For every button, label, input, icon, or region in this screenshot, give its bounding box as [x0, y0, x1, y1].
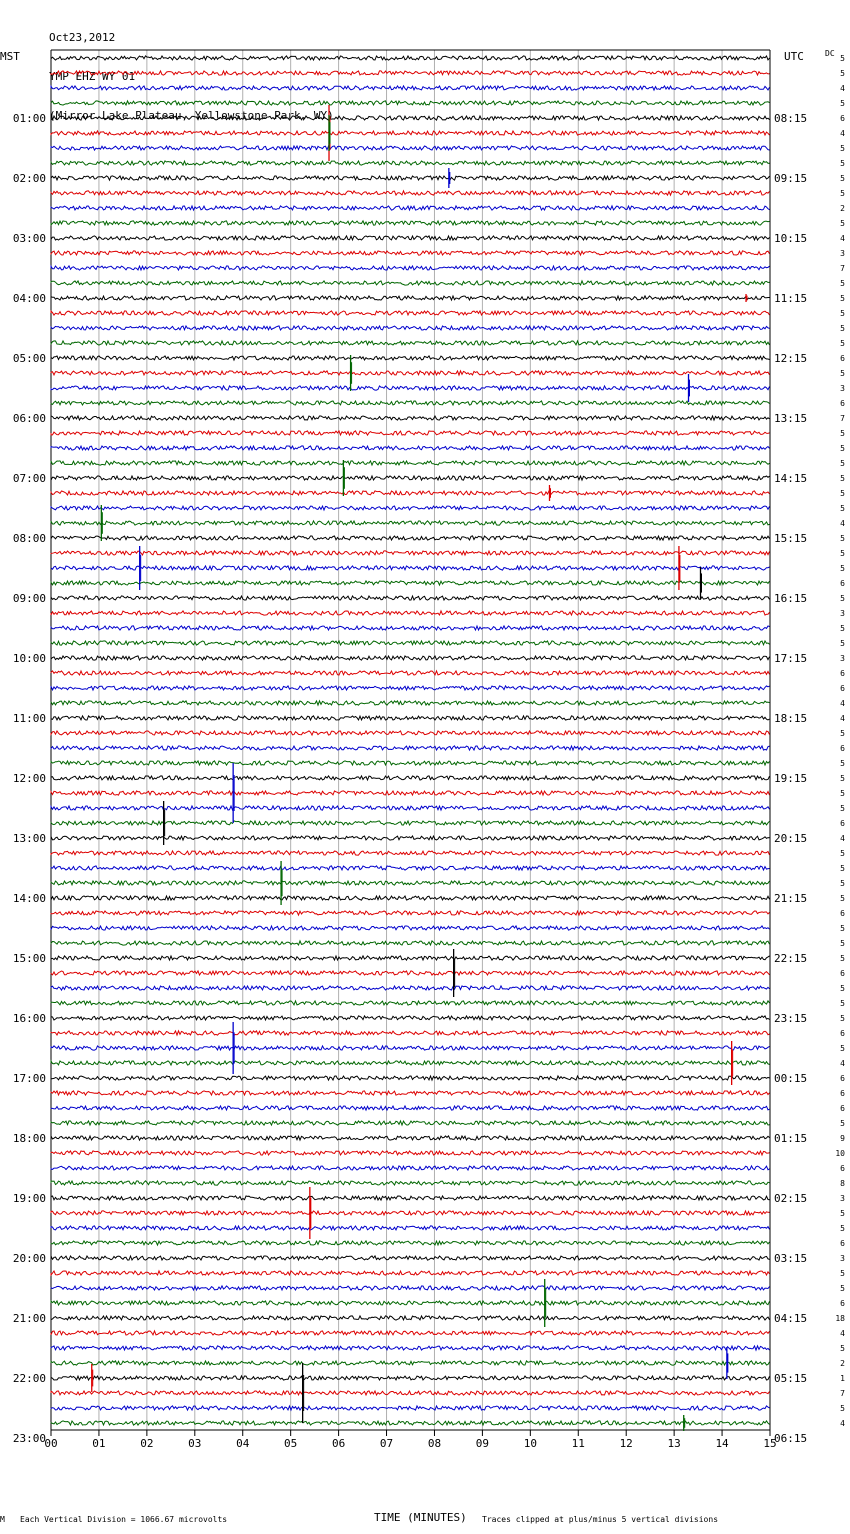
seismic-trace [51, 1151, 770, 1155]
utc-hour-label: 16:15 [774, 592, 808, 605]
seismic-trace [51, 566, 770, 570]
mst-hour-label: 01:00 [12, 112, 46, 125]
seismic-trace [51, 281, 770, 285]
seismic-trace [51, 1226, 770, 1230]
seismic-trace [51, 236, 770, 240]
dc-offset-label: 5 [840, 1044, 845, 1053]
utc-hour-label: 17:15 [774, 652, 808, 665]
seismic-trace [51, 356, 770, 360]
seismic-trace [51, 956, 770, 960]
dc-offset-label: 5 [840, 894, 845, 903]
x-tick-label: 00 [44, 1437, 58, 1450]
utc-hour-label: 20:15 [774, 832, 808, 845]
seismic-trace [51, 1211, 770, 1215]
x-tick-label: 02 [140, 1437, 154, 1450]
seismic-trace [51, 791, 770, 795]
dc-offset-label: 5 [840, 939, 845, 948]
seismic-trace [51, 896, 770, 900]
utc-hour-label: 15:15 [774, 532, 808, 545]
seismic-trace [51, 1136, 770, 1140]
utc-hour-label: 00:15 [774, 1072, 808, 1085]
dc-offset-label: 6 [840, 399, 845, 408]
dc-offset-label: 7 [840, 414, 845, 423]
seismic-trace [51, 551, 770, 555]
x-tick-label: 05 [284, 1437, 298, 1450]
dc-offset-label: 5 [840, 924, 845, 933]
dc-offset-label: 3 [840, 1254, 845, 1263]
dc-offset-label: 7 [840, 264, 845, 273]
seismic-trace [51, 1181, 770, 1185]
seismic-trace [51, 1256, 770, 1260]
seismic-trace [51, 341, 770, 345]
clip-note: Traces clipped at plus/minus 5 vertical divisions [482, 1515, 719, 1524]
seismic-trace [51, 926, 770, 930]
utc-hour-label: 08:15 [774, 112, 808, 125]
seismic-trace [51, 326, 770, 330]
seismic-trace [51, 446, 770, 450]
dc-offset-label: 3 [840, 249, 845, 258]
mst-hour-label: 04:00 [12, 292, 46, 305]
x-tick-label: 08 [427, 1437, 442, 1450]
seismic-trace [51, 431, 770, 435]
dc-offset-label: 5 [840, 639, 845, 648]
dc-offset-label: 4 [840, 129, 845, 138]
seismic-trace [51, 806, 770, 810]
station-code: YMP EHZ WY 01 [49, 70, 136, 83]
seismic-trace [51, 1346, 770, 1350]
seismic-trace [51, 56, 770, 60]
utc-hour-label: 02:15 [774, 1192, 808, 1205]
x-tick-label: 10 [523, 1437, 537, 1450]
seismic-trace [51, 71, 770, 75]
seismic-trace [51, 1376, 770, 1380]
mst-hour-label: 16:00 [12, 1012, 46, 1025]
dc-offset-label: 5 [840, 324, 845, 333]
seismic-trace [51, 596, 770, 600]
seismic-trace [51, 176, 770, 180]
seismic-trace [51, 851, 770, 855]
seismic-trace [51, 911, 770, 915]
seismic-trace [51, 371, 770, 375]
seismic-trace [51, 1196, 770, 1200]
dc-offset-label: 6 [840, 114, 845, 123]
seismic-trace [51, 1241, 770, 1245]
utc-hour-label: 01:15 [774, 1132, 808, 1145]
seismic-trace [51, 521, 770, 525]
corner-mark: M [0, 1515, 5, 1524]
seismic-trace [51, 1031, 770, 1035]
mst-hour-label: 17:00 [12, 1072, 46, 1085]
x-tick-label: 07 [379, 1437, 394, 1450]
seismic-trace [51, 671, 770, 675]
dc-offset-label: 5 [840, 159, 845, 168]
x-tick-label: 06 [331, 1437, 346, 1450]
dc-offset-label: 10 [835, 1149, 845, 1158]
axis-labels [0, 49, 845, 1450]
dc-offset-label: 1 [840, 1374, 845, 1383]
dc-offset-label: 7 [840, 1389, 845, 1398]
seismic-trace [51, 746, 770, 750]
dc-offset-label: 3 [840, 609, 845, 618]
utc-hour-label: 13:15 [774, 412, 808, 425]
seismic-trace [51, 881, 770, 885]
mst-hour-label: 06:00 [12, 412, 46, 425]
dc-offset-label: 4 [840, 834, 845, 843]
dc-offset-label: 5 [840, 429, 845, 438]
x-tick-label: 01 [92, 1437, 106, 1450]
scale-note: Each Vertical Division = 1066.67 microvolts [20, 1515, 228, 1524]
dc-offset-label: 6 [840, 354, 845, 363]
seismic-trace [51, 191, 770, 195]
x-tick-label: 09 [475, 1437, 490, 1450]
mst-hour-label: 05:00 [12, 352, 46, 365]
dc-offset-label: 5 [840, 849, 845, 858]
dc-offset-label: 5 [840, 864, 845, 873]
dc-offset-label: 5 [840, 879, 845, 888]
seismic-trace [51, 581, 770, 585]
utc-hour-label: 19:15 [774, 772, 808, 785]
x-tick-label: 12 [619, 1437, 633, 1450]
dc-offset-label: 18 [835, 1314, 845, 1323]
mst-hour-label: 07:00 [12, 472, 46, 485]
seismic-trace [51, 1271, 770, 1275]
utc-hour-label: 03:15 [774, 1252, 808, 1265]
seismic-trace [51, 221, 770, 225]
seismic-trace [51, 86, 770, 90]
dc-offset-label: 5 [840, 1014, 845, 1023]
dc-offset-label: 6 [840, 1074, 845, 1083]
seismic-trace [51, 476, 770, 480]
utc-hour-label: 10:15 [774, 232, 808, 245]
dc-offset-label: 5 [840, 1344, 845, 1353]
dc-offset-label: 5 [840, 534, 845, 543]
mst-hour-label: 03:00 [12, 232, 46, 245]
dc-offset-label: 6 [840, 1164, 845, 1173]
dc-offset-label: 3 [840, 384, 845, 393]
x-tick-label: 15 [763, 1437, 777, 1450]
seismic-trace [51, 941, 770, 945]
dc-offset-label: 5 [840, 444, 845, 453]
dc-offset-label: 4 [840, 519, 845, 528]
mst-hour-label: 20:00 [12, 1252, 46, 1265]
dc-offset-label: 6 [840, 1239, 845, 1248]
dc-offset-label: 5 [840, 1404, 845, 1413]
seismic-trace [51, 971, 770, 975]
seismic-trace [51, 1286, 770, 1290]
utc-hour-label: 11:15 [774, 292, 808, 305]
x-tick-label: 11 [571, 1437, 585, 1450]
seismic-trace [51, 776, 770, 780]
dc-offset-label: 5 [840, 174, 845, 183]
mst-hour-label: 14:00 [12, 892, 46, 905]
station-location: (Mirror Lake Plateau, Yellowstone Park, WY) [49, 109, 334, 122]
seismic-trace [51, 266, 770, 270]
dc-offset-label: 4 [840, 699, 845, 708]
x-axis-title: TIME (MINUTES) [374, 1511, 467, 1524]
seismic-trace [51, 536, 770, 540]
dc-offset-label: 4 [840, 714, 845, 723]
seismic-trace [51, 731, 770, 735]
seismic-trace [51, 611, 770, 615]
dc-offset-label: 5 [840, 294, 845, 303]
mst-hour-label: 19:00 [12, 1192, 46, 1205]
seismic-trace [51, 491, 770, 495]
seismic-trace [51, 1301, 770, 1305]
seismic-trace [51, 1061, 770, 1065]
x-tick-label: 03 [188, 1437, 202, 1450]
seismic-trace [51, 161, 770, 165]
dc-offset-label: 5 [840, 459, 845, 468]
dc-offset-label: 5 [840, 1224, 845, 1233]
dc-offset-label: 5 [840, 54, 845, 63]
dc-offset-label: 5 [840, 999, 845, 1008]
seismic-trace [51, 656, 770, 660]
mst-hour-label: 10:00 [12, 652, 46, 665]
seismic-trace [51, 866, 770, 870]
mst-hour-label: 21:00 [12, 1312, 46, 1325]
dc-offset-label: 6 [840, 744, 845, 753]
mst-hour-label: 12:00 [12, 772, 46, 785]
seismic-trace [51, 701, 770, 705]
utc-hour-label: 21:15 [774, 892, 808, 905]
utc-hour-label: 04:15 [774, 1312, 808, 1325]
dc-offset-label: 5 [840, 564, 845, 573]
seismic-trace [51, 821, 770, 825]
dc-offset-label: 5 [840, 144, 845, 153]
seismic-trace [51, 1046, 770, 1050]
dc-offset-label: 6 [840, 669, 845, 678]
dc-offset-label: 6 [840, 1299, 845, 1308]
seismic-trace [51, 1421, 770, 1425]
seismic-trace [51, 626, 770, 630]
dc-offset-label: 6 [840, 819, 845, 828]
dc-offset-label: 4 [840, 1329, 845, 1338]
dc-offset-label: 5 [840, 954, 845, 963]
dc-offset-label: 5 [840, 309, 845, 318]
seismic-trace [51, 416, 770, 420]
utc-hour-label: 05:15 [774, 1372, 808, 1385]
seismic-trace [51, 1316, 770, 1320]
right-axis-title: UTC [784, 50, 804, 63]
mst-hour-label: 18:00 [12, 1132, 46, 1145]
seismic-trace [51, 986, 770, 990]
utc-hour-label: 18:15 [774, 712, 808, 725]
dc-offset-label: 5 [840, 69, 845, 78]
seismic-trace [51, 1106, 770, 1110]
dc-offset-label: 4 [840, 1059, 845, 1068]
dc-offset-label: 4 [840, 234, 845, 243]
mst-hour-label: 08:00 [12, 532, 46, 545]
dc-offset-label: 5 [840, 624, 845, 633]
dc-offset-label: 5 [840, 489, 845, 498]
seismic-trace [51, 206, 770, 210]
utc-hour-label: 22:15 [774, 952, 808, 965]
utc-hour-label: 23:15 [774, 1012, 808, 1025]
dc-offset-label: 5 [840, 594, 845, 603]
dc-offset-label: 6 [840, 909, 845, 918]
seismic-trace [51, 1001, 770, 1005]
seismic-trace [51, 1391, 770, 1395]
seismic-trace [51, 1331, 770, 1335]
dc-title: DC [825, 49, 835, 58]
left-axis-title: MST [0, 50, 20, 63]
utc-hour-label: 12:15 [774, 352, 808, 365]
seismic-trace [51, 1016, 770, 1020]
dc-offset-label: 5 [840, 504, 845, 513]
seismic-trace [51, 116, 770, 120]
dc-offset-label: 5 [840, 729, 845, 738]
dc-offset-label: 6 [840, 1029, 845, 1038]
dc-offset-label: 6 [840, 969, 845, 978]
dc-offset-label: 5 [840, 549, 845, 558]
seismic-trace [51, 401, 770, 405]
seismic-trace [51, 296, 770, 300]
dc-offset-label: 5 [840, 279, 845, 288]
seismic-trace [51, 716, 770, 720]
mst-hour-label: 09:00 [12, 592, 46, 605]
dc-offset-label: 4 [840, 84, 845, 93]
dc-offset-label: 9 [840, 1134, 845, 1143]
event-group [92, 105, 747, 1431]
seismic-trace [51, 1091, 770, 1095]
seismic-trace [51, 131, 770, 135]
seismic-trace [51, 251, 770, 255]
dc-offset-label: 8 [840, 1179, 845, 1188]
seismic-trace [51, 461, 770, 465]
dc-offset-label: 5 [840, 339, 845, 348]
dc-offset-label: 5 [840, 99, 845, 108]
seismic-trace [51, 1121, 770, 1125]
seismic-trace [51, 101, 770, 105]
dc-offset-label: 6 [840, 684, 845, 693]
chart-date: Oct23,2012 [49, 31, 116, 44]
seismic-trace [51, 836, 770, 840]
seismic-trace [51, 1166, 770, 1170]
dc-offset-label: 5 [840, 474, 845, 483]
seismic-trace [51, 761, 770, 765]
dc-offset-label: 5 [840, 189, 845, 198]
utc-hour-label: 06:15 [774, 1432, 808, 1445]
dc-offset-label: 6 [840, 579, 845, 588]
dc-offset-label: 5 [840, 1209, 845, 1218]
seismic-trace [51, 146, 770, 150]
mst-hour-label: 15:00 [12, 952, 46, 965]
mst-hour-label: 23:00 [12, 1432, 46, 1445]
dc-offset-label: 5 [840, 369, 845, 378]
x-tick-label: 13 [667, 1437, 681, 1450]
utc-hour-label: 09:15 [774, 172, 808, 185]
seismic-trace [51, 641, 770, 645]
dc-offset-label: 2 [840, 1359, 845, 1368]
mst-hour-label: 13:00 [12, 832, 46, 845]
seismic-trace [51, 1406, 770, 1410]
mst-hour-label: 02:00 [12, 172, 46, 185]
dc-offset-label: 2 [840, 204, 845, 213]
dc-offset-label: 3 [840, 654, 845, 663]
dc-offset-label: 5 [840, 1284, 845, 1293]
dc-offset-label: 5 [840, 774, 845, 783]
seismic-trace [51, 386, 770, 390]
dc-offset-label: 5 [840, 1269, 845, 1278]
dc-offset-label: 5 [840, 789, 845, 798]
seismic-trace [51, 506, 770, 510]
dc-offset-label: 5 [840, 1119, 845, 1128]
dc-offset-label: 6 [840, 1104, 845, 1113]
dc-offset-label: 5 [840, 759, 845, 768]
dc-offset-label: 3 [840, 1194, 845, 1203]
x-tick-label: 14 [715, 1437, 729, 1450]
seismic-trace [51, 311, 770, 315]
dc-offset-label: 4 [840, 1419, 845, 1428]
seismic-trace [51, 1361, 770, 1365]
dc-offset-label: 6 [840, 1089, 845, 1098]
dc-offset-label: 5 [840, 984, 845, 993]
seismic-trace [51, 686, 770, 690]
dc-offset-label: 5 [840, 804, 845, 813]
utc-hour-label: 14:15 [774, 472, 808, 485]
trace-group [51, 56, 770, 1425]
x-tick-label: 04 [236, 1437, 250, 1450]
mst-hour-label: 22:00 [12, 1372, 46, 1385]
mst-hour-label: 11:00 [12, 712, 46, 725]
seismic-trace [51, 1076, 770, 1080]
dc-offset-label: 5 [840, 219, 845, 228]
